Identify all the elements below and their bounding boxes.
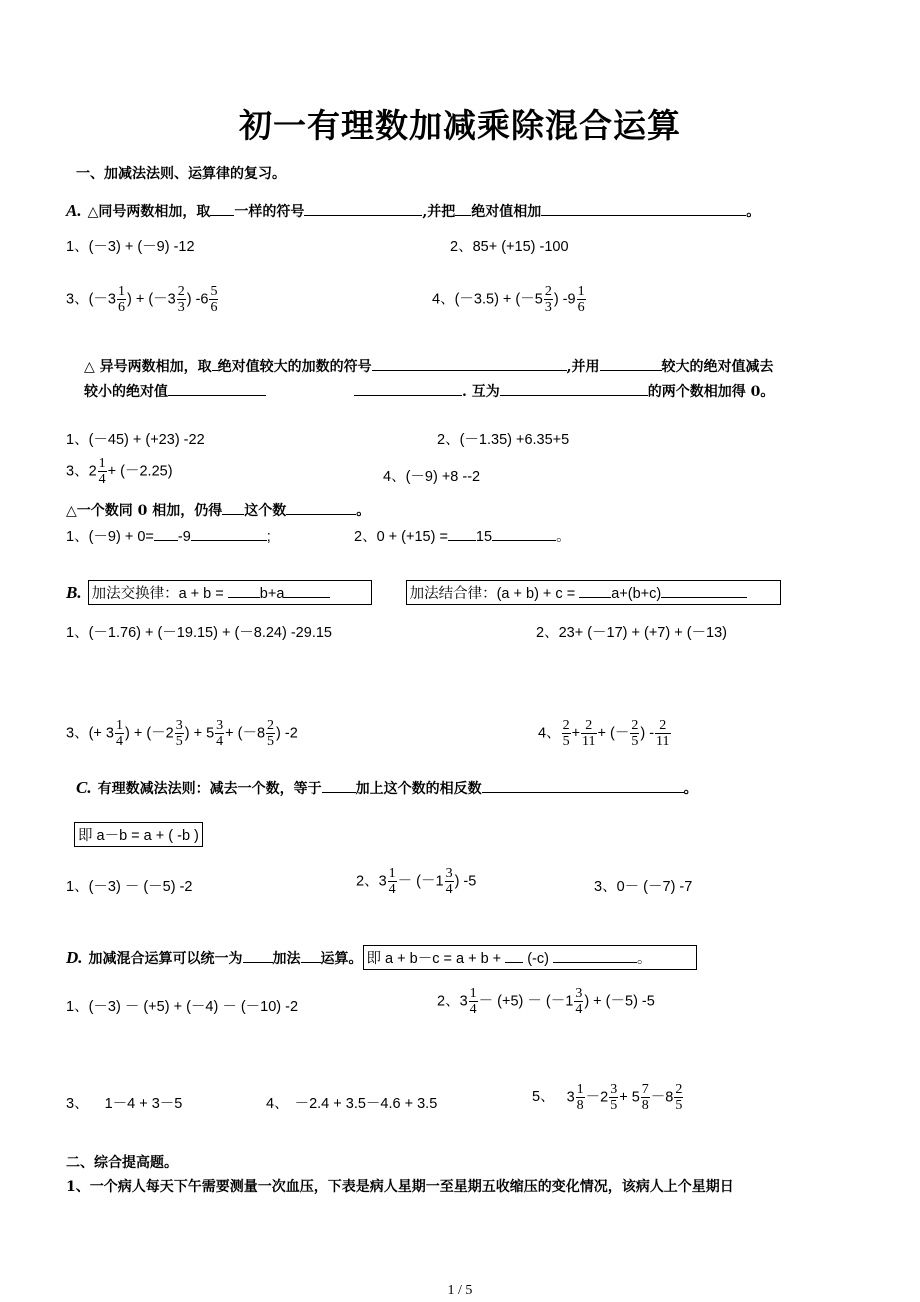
fraction: $\frac{1}{6}$ — [117, 284, 125, 315]
section-letter-a: A. — [66, 201, 82, 220]
fill-text: 绝对值相加 — [471, 204, 542, 220]
problem: 4、(－3.5) + (－5 $\frac{2}{3}$ ) -9 $\frac{1}{6}$ — [432, 284, 585, 315]
subtraction-rule: C. 有理数减法法则：减去一个数，等于 加上这个数的相反数 。 — [76, 778, 698, 797]
problem: 3、0－ (－7) -7 — [594, 879, 693, 895]
problem: 3、(－3 $\frac{1}{6}$ ) + (－3 $\frac{2}{3}$ ) -6 $\frac{5}{6}$ — [66, 284, 218, 315]
problem: 2、0 + (+15) = 15 。 — [354, 529, 571, 545]
rule-zero: △一个数同 0 相加，仍得 这个数 。 — [66, 503, 371, 519]
problem: 1、(－3) + (－9) -12 — [66, 239, 195, 255]
section-b-laws — [66, 580, 781, 605]
problem: 3、2 $\frac{1}{4}$ + (－2.25) — [66, 456, 173, 487]
period: 。 — [746, 204, 761, 220]
problem: 4、 －2.4 + 3.5－4.6 + 3.5 — [266, 1096, 438, 1112]
section-letter-c: C. — [76, 778, 92, 797]
problem: 1、(－1.76) + (－19.15) + (－8.24) -29.15 — [66, 625, 332, 641]
section-heading-2: 二、综合提高题。 — [66, 1155, 178, 1171]
mixed-operation-rule: D. 加减混合运算可以统一为 加法 运算。 即 a + b－c = a + b + (-c) 。 — [66, 945, 697, 970]
problem: 5、 3 $\frac{1}{8}$ －2 $\frac{3}{5}$ + 5 $\frac{7}{8}$ －8 $\frac{2}{5}$ — [532, 1082, 683, 1113]
fraction: $\frac{2}{3}$ — [544, 284, 552, 315]
commutative-law-box: 加法交换律：a + b = b+a — [88, 580, 372, 605]
page-title: 初一有理数加减乘除混合运算 — [239, 106, 681, 145]
rule-diff-sign-cont: 较小的绝对值 . 互为 的两个数相加得 0。 — [84, 384, 775, 400]
fraction: $\frac{1}{4}$ — [98, 456, 106, 487]
problem: 2、(－1.35) +6.35+5 — [437, 432, 570, 448]
problem: 4、(－9) +8 --2 — [383, 469, 481, 485]
subtraction-box: 即 a－b = a + ( -b ) — [74, 822, 203, 847]
fraction: $\frac{1}{6}$ — [577, 284, 585, 315]
problem: 1、(－3) － (+5) + (－4) － (－10) -2 — [66, 999, 299, 1015]
section-heading-1: 一、加减法法则、运算律的复习。 — [76, 166, 286, 182]
problem: 1、(－9) + 0= -9 ; — [66, 529, 271, 545]
fraction: $\frac{2}{3}$ — [177, 284, 185, 315]
page-number: 1 / 5 — [447, 1283, 473, 1298]
problem: 3、 1－4 + 3－5 — [66, 1096, 183, 1112]
problem: 3、(+ 3 $\frac{1}{4}$ ) + (－2 $\frac{3}{5}$ ) + 5 $\frac{3}{4}$ + (－8 $\frac{2}{5}$ ) -2 — [66, 718, 298, 749]
problem: 2、23+ (－17) + (+7) + (－13) — [536, 625, 728, 641]
question-1: 1、一个病人每天下午需要测量一次血压，下表是病人星期一至星期五收缩压的变化情况，该病人上个星期日 — [66, 1179, 734, 1195]
problem: 1、(－3) － (－5) -2 — [66, 879, 193, 895]
problem: 1、(－45) + (+23) -22 — [66, 432, 205, 448]
fraction: $\frac{5}{6}$ — [210, 284, 218, 315]
rule-text: ,并把 — [422, 204, 456, 220]
rule-same-sign — [66, 201, 760, 221]
fill-text: 一样的符号 — [234, 204, 305, 220]
associative-law-box: 加法结合律：(a + b) + c = a+(b+c) — [406, 580, 781, 605]
rule-text: △同号两数相加，取 — [87, 204, 211, 220]
section-letter-b: B. — [66, 583, 82, 602]
problem: 2、85+ (+15) -100 — [450, 239, 569, 255]
mixed-formula-box: 即 a + b－c = a + b + (-c) 。 — [363, 945, 697, 970]
section-letter-d: D. — [66, 948, 83, 967]
problem: 4、 $\frac{2}{5}$ + $\frac{2}{11}$ + (－ $\frac{2}{5}$ ) - $\frac{2}{11}$ — [538, 718, 670, 749]
problem: 2、3 $\frac{1}{4}$ － (－1 $\frac{3}{4}$ ) -5 — [356, 866, 477, 897]
problem: 2、3 $\frac{1}{4}$ － (+5) － (－1 $\frac{3}{4}$ ) + (－5) -5 — [437, 986, 655, 1017]
rule-diff-sign: △ 异号两数相加，取 绝对值较大的加数的符号 ,并用 较大的绝对值减去 — [84, 359, 774, 375]
